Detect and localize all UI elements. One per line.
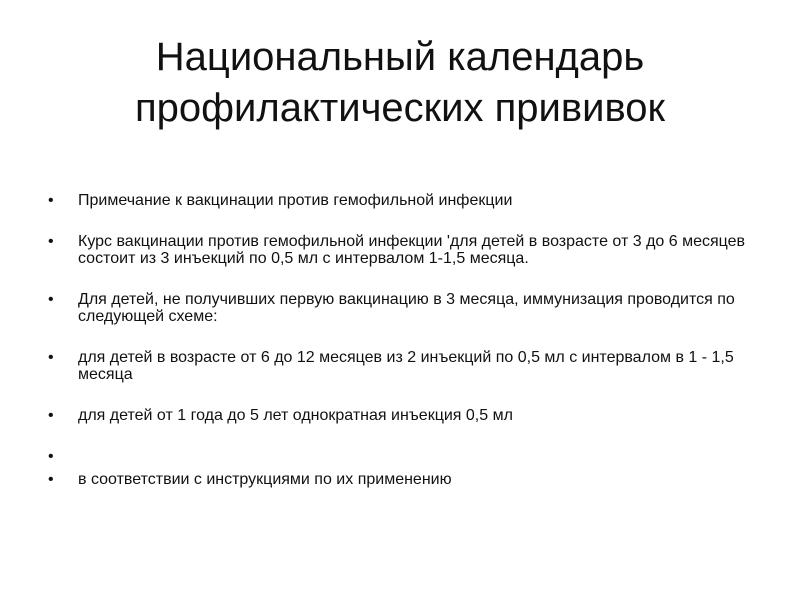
bullet-icon: • — [48, 233, 54, 250]
bullet-text: в соответствии с инструкциями по их применению — [78, 471, 452, 488]
bullet-icon: • — [48, 291, 54, 308]
bullet-item — [48, 349, 760, 383]
bullet-list — [48, 192, 760, 512]
bullet-text: для детей от 1 года до 5 лет однократная инъекция 0,5 мл — [78, 407, 513, 424]
bullet-item — [48, 192, 760, 209]
bullet-item-empty — [48, 448, 760, 465]
bullet-item — [48, 471, 760, 488]
bullet-text: для детей в возрасте от 6 до 12 месяцев из 2 инъекций по 0,5 мл с интервалом в 1 - 1,5 месяца — [78, 349, 734, 383]
bullet-icon: • — [48, 448, 54, 465]
bullet-text: Курс вакцинации против гемофильной инфекции 'для детей в возрасте от 3 до 6 месяцев состоит из 3 инъекций по 0,5 мл с интервалом 1-1,5 месяца. — [78, 233, 746, 267]
slide-title — [0, 32, 800, 134]
slide-title-line: профилактических прививок — [134, 86, 666, 130]
bullet-icon: • — [48, 471, 54, 488]
bullet-icon: • — [48, 349, 54, 366]
bullet-text: Для детей, не получивших первую вакцинацию в 3 месяца, иммунизация проводится по следующей схеме: — [78, 291, 735, 325]
bullet-item — [48, 291, 760, 325]
slide-title-line: Национальный календарь — [155, 35, 645, 79]
bullet-text: Примечание к вакцинации против гемофильной инфекции — [78, 192, 513, 209]
bullet-icon: • — [48, 407, 54, 424]
bullet-icon: • — [48, 192, 54, 209]
bullet-item — [48, 233, 760, 267]
bullet-item — [48, 407, 760, 424]
